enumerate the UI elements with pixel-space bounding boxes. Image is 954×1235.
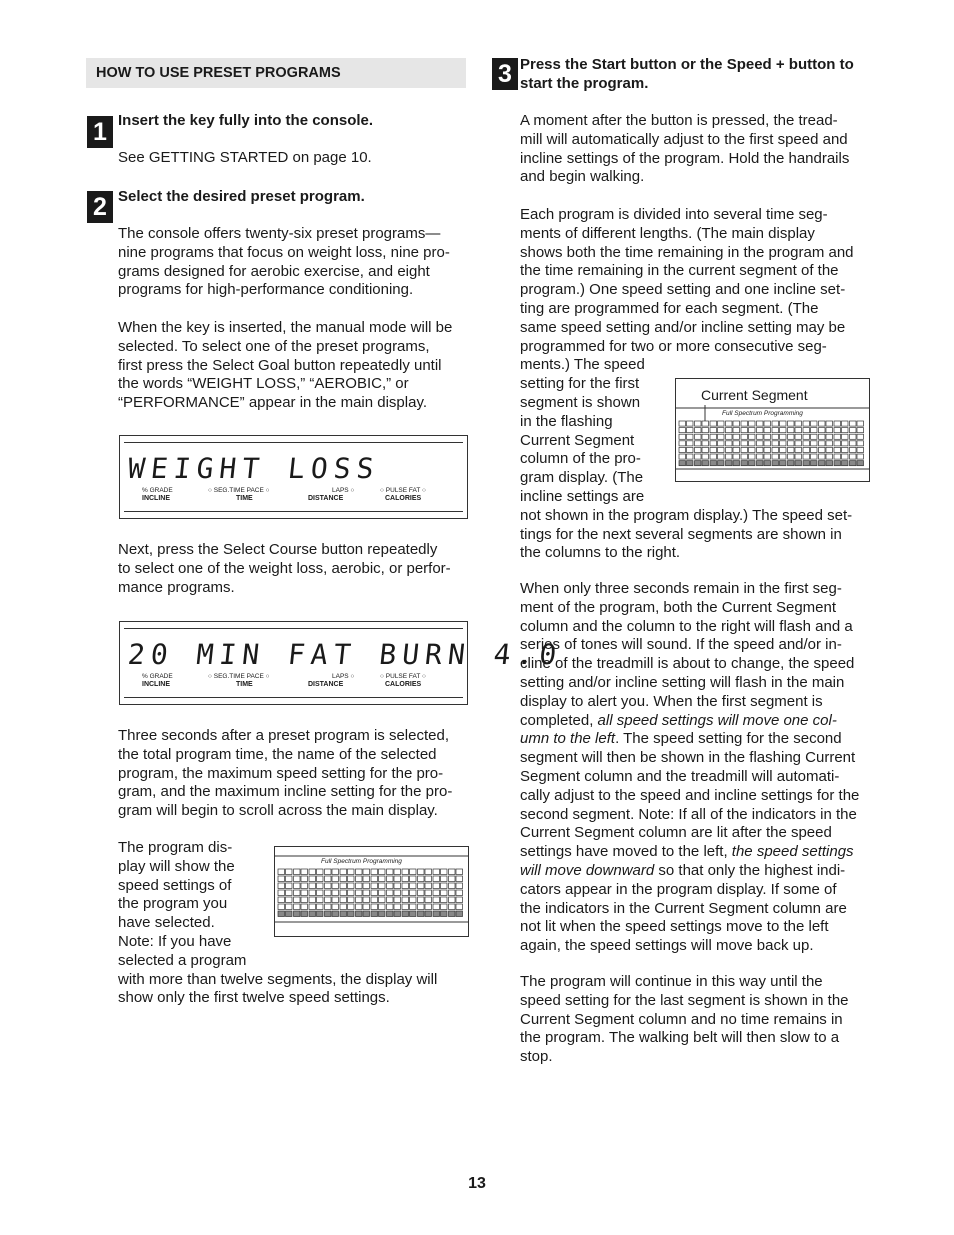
step-1-text: See GETTING STARTED on page 10. [118,149,372,166]
speed-indicator-grid [275,847,468,936]
step-number-2: 2 [87,191,113,223]
display-text: WEIGHT LOSS [126,452,382,485]
current-segment-label: Current Segment [701,387,808,403]
speed-indicator-grid [676,379,869,481]
page-number: 13 [468,1175,486,1192]
program-display-grid: Full Spectrum Programming [274,846,469,937]
step-number-3: 3 [492,58,518,90]
section-title: HOW TO USE PRESET PROGRAMS [96,65,341,81]
console-display-fat-burn: 20 MIN FAT BURN 4.0 % GRADE ○ SEG.TIME PACE ○ LAPS ○ ○ PULSE FAT ○ INCLINE TIME DISTANCE CALORIES [119,621,468,705]
step-2-heading: Select the desired preset program. [118,188,365,205]
display-text: 20 MIN FAT BURN 4.0 [126,638,565,671]
step-number-1: 1 [87,116,113,148]
step-1-heading: Insert the key fully into the console. [118,112,374,129]
console-display-weight-loss: WEIGHT LOSS % GRADE ○ SEG.TIME PACE ○ LAPS ○ ○ PULSE FAT ○ INCLINE TIME DISTANCE CALORIES [119,435,468,519]
program-display-current-segment: Current Segment Full Spectrum Programming [675,378,870,482]
section-title-bar [86,58,466,88]
